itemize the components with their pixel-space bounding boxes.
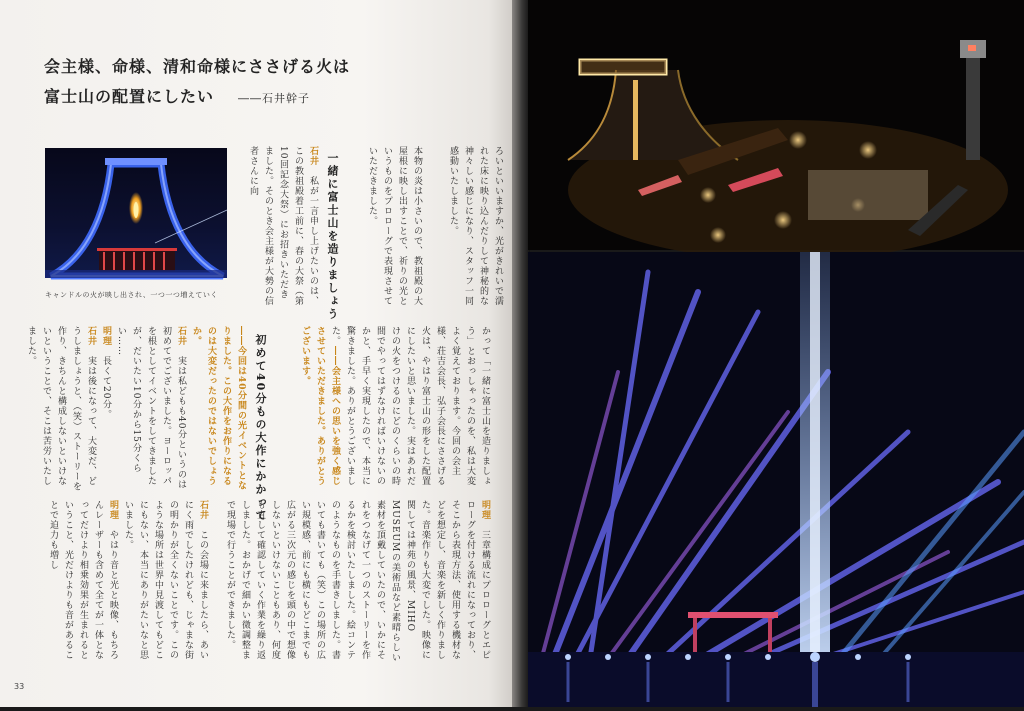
- column-6-body: 三章構成にプロローグとエピローグを付ける流れになっており、そこから表現方法、使用する機材などを想定し、音楽を新しく作りました。音楽作りも大変でした。映像に関しては神苑の風景、MIHO MUSEUMの美術品など素晴らしい素材を頂戴していたので、いかにそれをつなげて一つのストーリーを作るかを検討いたしました。絵コンテのようなものを手書きしました。書いても書いても（笑）この場所の広い規模感、前にも横にもどこまでも広がる三次元の感じを頭の中で想像しないといけないこともあり、何度も直して確認していく作業を繰り返しました。おかげで細かい微調整まで現場で行うことができました。: [225, 500, 490, 663]
- column-5-text: [23, 326, 248, 492]
- photo-caption: キャンドルの火が映し出され、一つ一つ増えていく: [45, 291, 218, 299]
- text-column-7: [44, 500, 210, 666]
- headline-line-2: [44, 82, 484, 114]
- column-5-body-3: 実は後になって、大変だ、どうしましょうと、（笑）ストーリーを作り、きちんと構成しないといけないということで、そこは苦労いたしました。: [26, 326, 96, 492]
- column-3-text: [245, 146, 320, 306]
- column-4-text: [297, 326, 492, 492]
- speaker-akari: 明理: [101, 326, 111, 346]
- speaker-ishii-3: 石井: [86, 326, 96, 346]
- text-column-2: [354, 146, 424, 306]
- candle-projection-photo: [45, 148, 227, 278]
- column-7-body-2: やはり音と光と映像、もちろんレーザーも含めて全てが一体となってだけより相乗効果が生まれるということ、光だけよりも音があることで迫力も増し: [48, 500, 118, 660]
- column-5-body-1: 実は私どもも40分というのは初めてでございました。ヨーロッパを根としてイベントをしてきましたが、だいたい10分から15分くらい……: [116, 326, 186, 490]
- aerial-night-photo: [528, 0, 1024, 250]
- column-7-body-1: この会場に来ましたら、あいにく雨でしたけれども、じゃまな街の明かりが全くないことです。このような場所は世界中見渡してもどこにもない、本当にありがたいなと思いました。: [123, 500, 208, 660]
- headline-line-2-text: 富士山の配置にしたい: [44, 87, 215, 106]
- light-beams-graphic: [528, 252, 1024, 707]
- light-beams-photo: [528, 252, 1024, 707]
- candle-projection-graphic: [45, 148, 227, 278]
- speaker-akari-2: 明理: [480, 500, 490, 520]
- subhead-40min: 初めて40分もの大作にかかって: [254, 334, 267, 523]
- article-headline: [44, 52, 484, 114]
- text-column-1: [425, 146, 505, 306]
- text-column-4: [282, 326, 492, 492]
- subhead-fuji: 一緒に富士山を造りましょう: [326, 152, 339, 321]
- interviewer-remark-2: ――今回は40分間の光イベントとなりました。この大作をお作りになるのは大変だったのではないでしょうか。: [191, 326, 246, 491]
- speaker-akari-3: 明理: [108, 500, 118, 520]
- text-column-3: [232, 146, 320, 306]
- aerial-night-graphic: [528, 0, 1024, 250]
- headline-line-1: 会主様、命様、清和命様にささげる火は: [44, 57, 351, 76]
- column-5-body-2: 長くて20分。: [101, 356, 111, 420]
- column-6-text: [222, 500, 492, 666]
- speaker-ishii-4: 石井: [198, 500, 208, 520]
- interviewer-remark-1: ――会主様への思いを強く感じさせていただきました。ありがとうございます。: [300, 326, 340, 486]
- column-7-text: [45, 500, 210, 666]
- speaker-ishii: 石井: [308, 146, 318, 166]
- column-2-text: 本物の炎は小さいので、教祖殿の大屋根に映し出すことで、祈りの光というものをプロローグで表現させていただきました。: [367, 146, 422, 306]
- speaker-ishii-2: 石井: [176, 326, 186, 346]
- page-number: 33: [14, 682, 25, 691]
- column-1-text: ろいといいますか、光がきれいで濡れた床に映り込んだりして神秘的な神々しい感じになり、スタッフ一同感動いたしました。: [448, 146, 503, 306]
- column-4-body: かって「一緒に富士山を造りましょう」とおっしゃったのを、私は大変よく覚えております。今回の会主様、荘吉会長、弘子会長にささげる火は、やはり富士山の形をした配置にしたいと思いました。実はあれだけの火をつけるのにどのくらいの時間でやってはずなければいけないのかと、手早く実現したので、本当に驚きました。ありがとうございました。: [330, 326, 490, 486]
- text-column-6: [214, 500, 492, 666]
- headline-author: ――石井幹子: [238, 92, 311, 105]
- column-3-body: 私が一言申し上げたいのは、この教祖殿着工前に、春の大祭（第10回記念大祭）にお招きいただきました。そのとき会主様が大勢の信者さんに向: [248, 146, 318, 306]
- text-column-5: [26, 326, 248, 492]
